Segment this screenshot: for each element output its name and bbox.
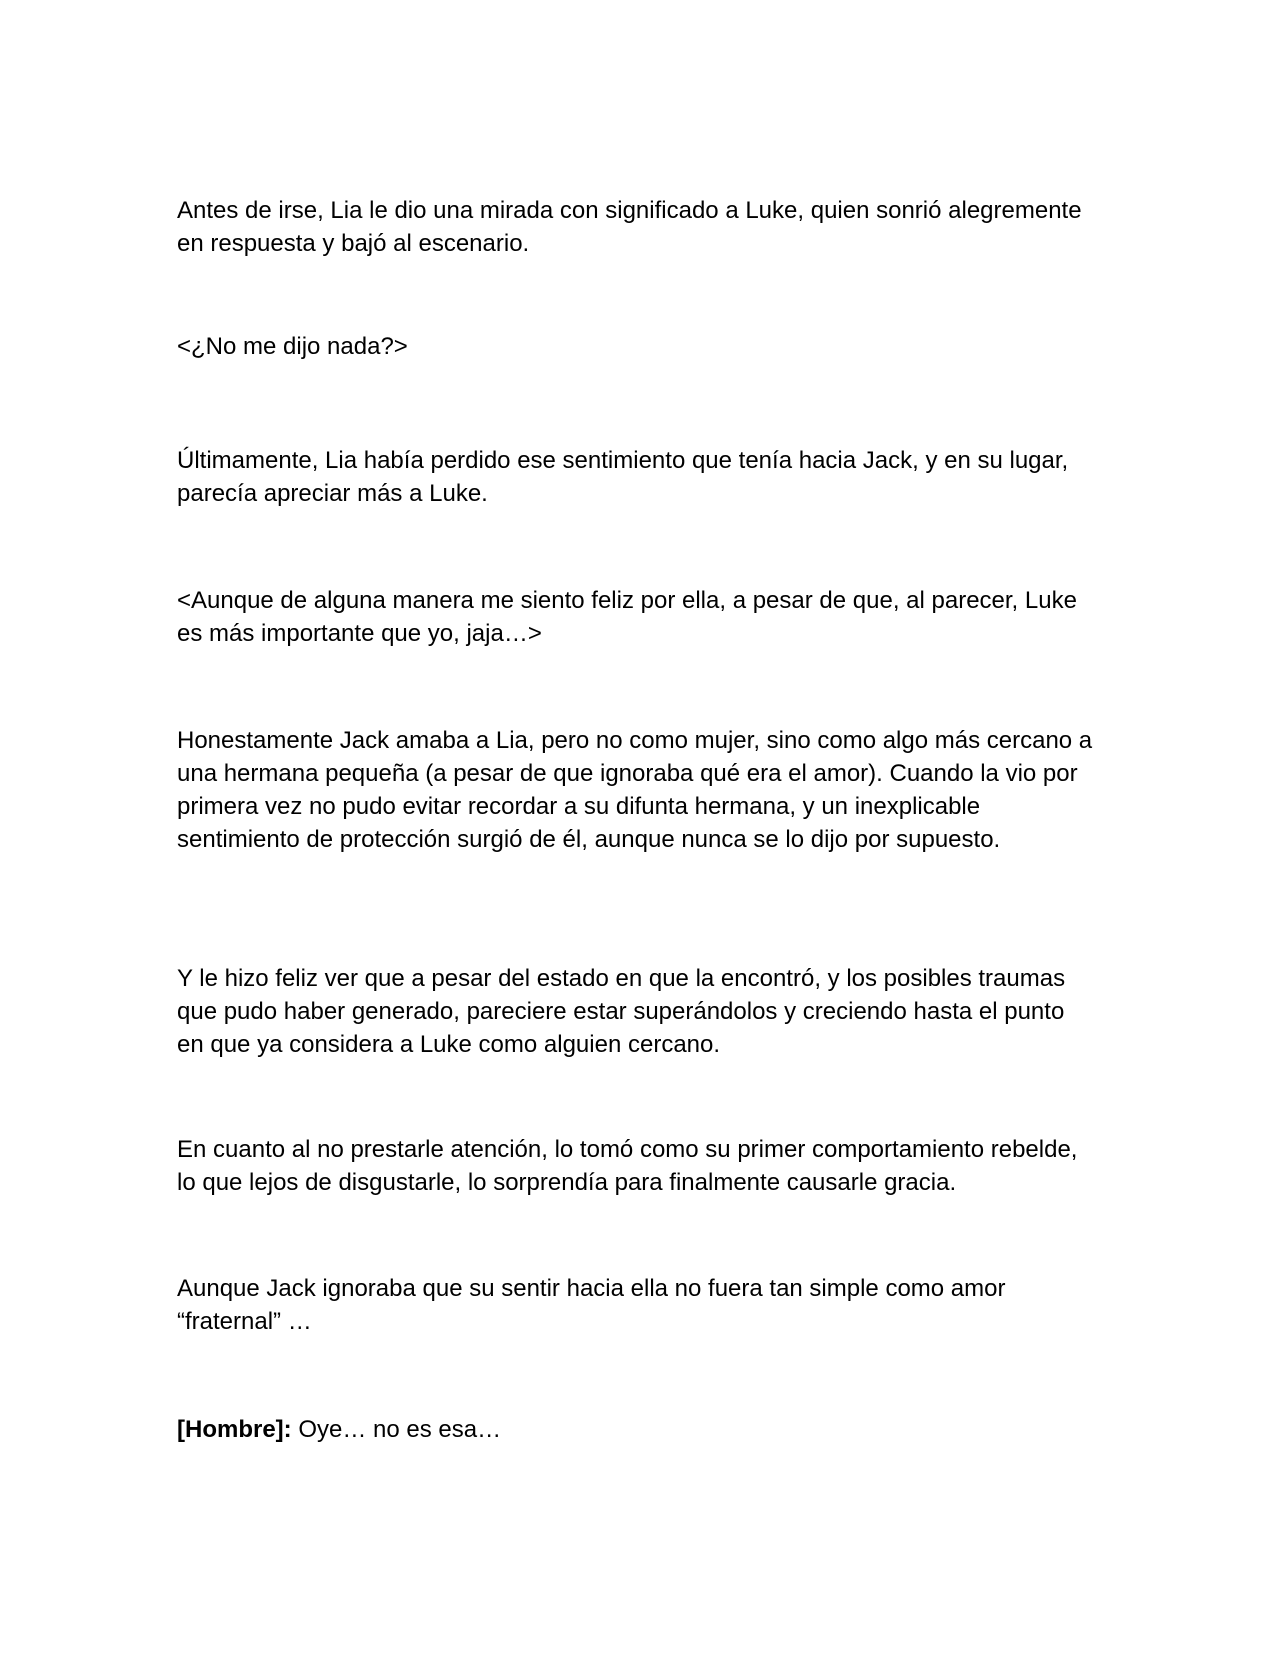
dialogue-line <box>177 1413 1097 1446</box>
paragraph-1: Antes de irse, Lia le dio una mirada con significado a Luke, quien sonrió alegremente en respuesta y bajó al escenario. <box>177 197 1082 257</box>
paragraph-4: <Aunque de alguna manera me siento feliz por ella, a pesar de que, al parecer, Luke es más importante que yo, jaja…> <box>177 587 1077 647</box>
paragraph-2: <¿No me dijo nada?> <box>177 333 408 360</box>
paragraph-3: Últimamente, Lia había perdido ese sentimiento que tenía hacia Jack, y en su lugar, parecía apreciar más a Luke. <box>177 447 1069 507</box>
speaker-name: [Hombre]: <box>177 1416 292 1443</box>
paragraph-8: Aunque Jack ignoraba que su sentir hacia ella no fuera tan simple como amor “fraternal” … <box>177 1275 1006 1335</box>
paragraph-5: Honestamente Jack amaba a Lia, pero no como mujer, sino como algo más cercano a una hermana pequeña (a pesar de que ignoraba qué era el amor). Cuando la vio por primera vez no pudo evitar recordar a su difunta hermana, y un inexplicable sentimiento de protección surgió de él, aunque nunca se lo dijo por supuesto. <box>177 727 1093 853</box>
paragraph-6: Y le hizo feliz ver que a pesar del estado en que la encontró, y los posibles traumas que pudo haber generado, pareciere estar superándolos y creciendo hasta el punto en que ya considera a Luke como alguien cercano. <box>177 965 1066 1058</box>
dialogue-text: Oye… no es esa… <box>291 1416 502 1443</box>
paragraph-7: En cuanto al no prestarle atención, lo tomó como su primer comportamiento rebelde, lo que lejos de disgustarle, lo sorprendía para finalmente causarle gracia. <box>177 1136 1078 1196</box>
